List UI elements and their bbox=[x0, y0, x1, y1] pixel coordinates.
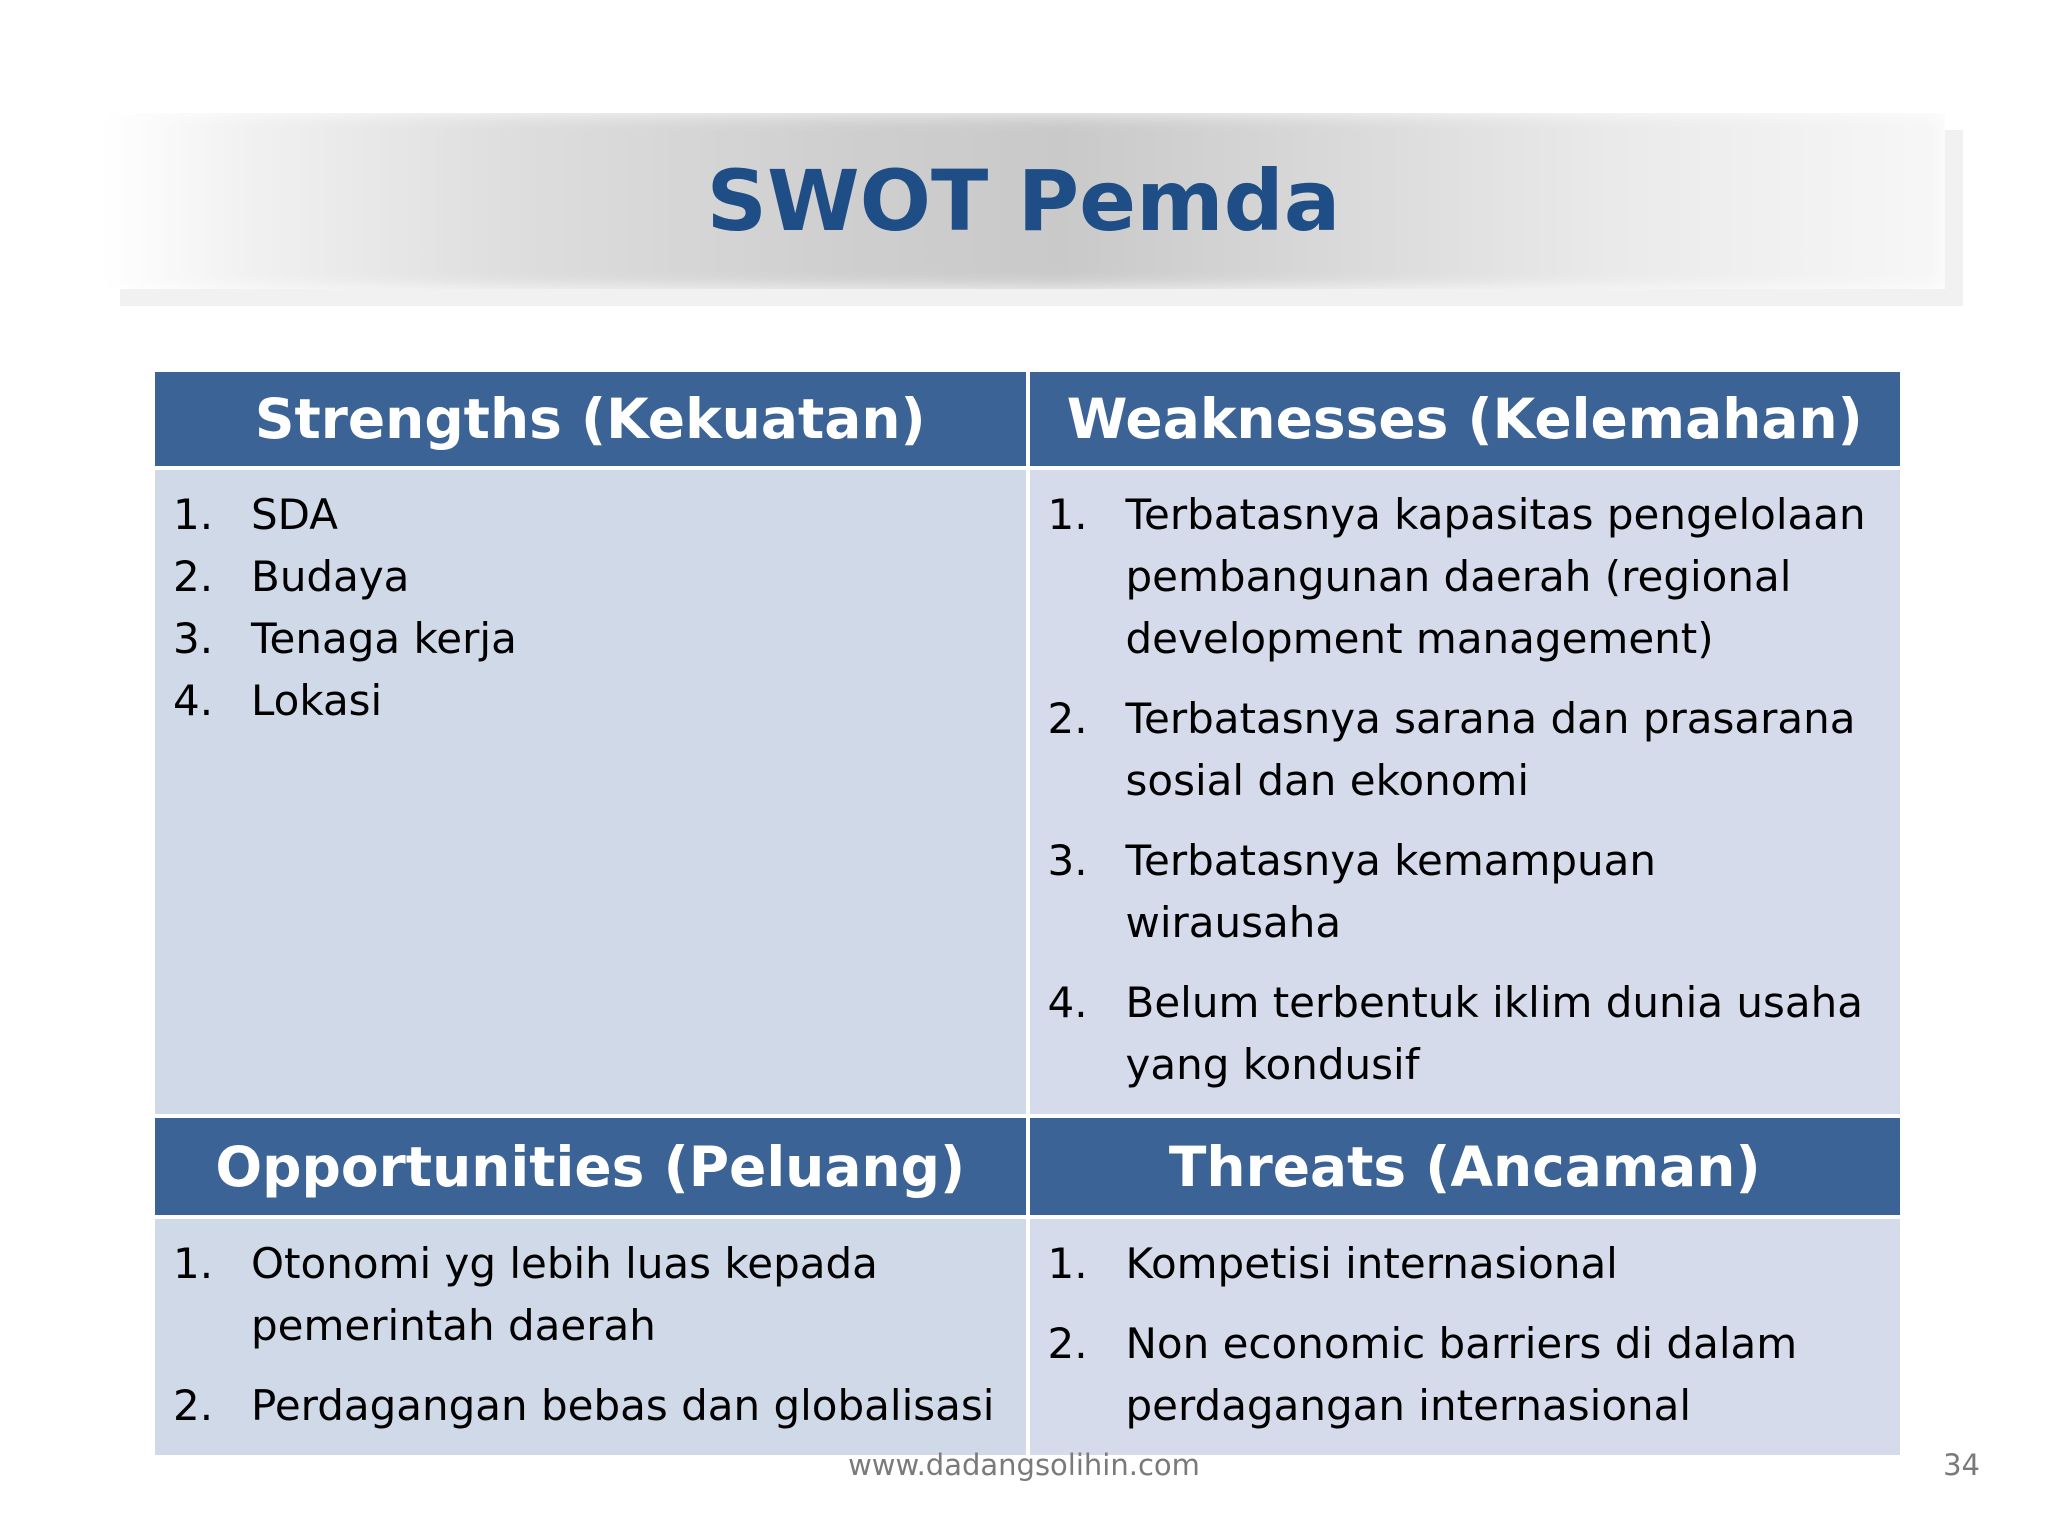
footer-url: www.dadangsolihin.com bbox=[848, 1448, 1200, 1482]
item-text: Terbatasnya kapasitas pengelolaan pembangunan daerah (regional development management) bbox=[1125, 490, 1866, 663]
item-text: Perdagangan bebas dan globalisasi bbox=[251, 1381, 995, 1430]
threats-header: Threats (Ancaman) bbox=[1028, 1116, 1903, 1217]
weaknesses-header: Weaknesses (Kelemahan) bbox=[1028, 370, 1903, 468]
item-number: 2. bbox=[173, 1381, 214, 1430]
list-item bbox=[173, 1233, 1008, 1357]
item-text: Budaya bbox=[251, 552, 410, 601]
opportunities-list bbox=[155, 1219, 1026, 1437]
list-item bbox=[173, 484, 1008, 546]
opportunities-header: Opportunities (Peluang) bbox=[153, 1116, 1028, 1217]
item-number: 1. bbox=[1047, 1239, 1088, 1288]
strengths-cell bbox=[153, 468, 1028, 1116]
item-text: Belum terbentuk iklim dunia usaha yang kondusif bbox=[1125, 978, 1864, 1089]
strengths-header: Strengths (Kekuatan) bbox=[153, 370, 1028, 468]
list-item bbox=[1048, 1313, 1883, 1437]
item-text: SDA bbox=[251, 490, 338, 539]
item-number: 2. bbox=[173, 552, 214, 601]
list-item bbox=[1048, 1233, 1883, 1295]
item-text: Otonomi yg lebih luas kepada pemerintah daerah bbox=[251, 1239, 878, 1350]
threats-list bbox=[1030, 1219, 1901, 1437]
item-number: 2. bbox=[1047, 694, 1088, 743]
item-text: Non economic barriers di dalam perdagangan internasional bbox=[1125, 1319, 1798, 1430]
item-number: 3. bbox=[173, 614, 214, 663]
list-item bbox=[173, 546, 1008, 608]
list-item bbox=[173, 608, 1008, 670]
list-item bbox=[173, 670, 1008, 732]
item-number: 3. bbox=[1047, 836, 1088, 885]
list-item bbox=[1048, 688, 1883, 812]
swot-table bbox=[151, 368, 1904, 1459]
item-text: Terbatasnya kemampuan wirausaha bbox=[1125, 836, 1657, 947]
item-text: Terbatasnya sarana dan prasarana sosial dan ekonomi bbox=[1125, 694, 1856, 805]
list-item bbox=[173, 1375, 1008, 1437]
strengths-list bbox=[155, 470, 1026, 732]
item-text: Kompetisi internasional bbox=[1125, 1239, 1618, 1288]
list-item bbox=[1048, 830, 1883, 954]
item-text: Lokasi bbox=[251, 676, 383, 725]
weaknesses-cell bbox=[1028, 468, 1903, 1116]
item-number: 4. bbox=[173, 676, 214, 725]
item-number: 1. bbox=[173, 1239, 214, 1288]
weaknesses-list bbox=[1030, 470, 1901, 1096]
slide-title: SWOT Pemda bbox=[706, 152, 1341, 250]
item-number: 1. bbox=[1047, 490, 1088, 539]
item-number: 4. bbox=[1047, 978, 1088, 1027]
list-item bbox=[1048, 484, 1883, 670]
item-number: 1. bbox=[173, 490, 214, 539]
item-text: Tenaga kerja bbox=[251, 614, 517, 663]
opportunities-cell bbox=[153, 1217, 1028, 1457]
list-item bbox=[1048, 972, 1883, 1096]
item-number: 2. bbox=[1047, 1319, 1088, 1368]
page-number: 34 bbox=[1943, 1448, 1980, 1482]
threats-cell bbox=[1028, 1217, 1903, 1457]
